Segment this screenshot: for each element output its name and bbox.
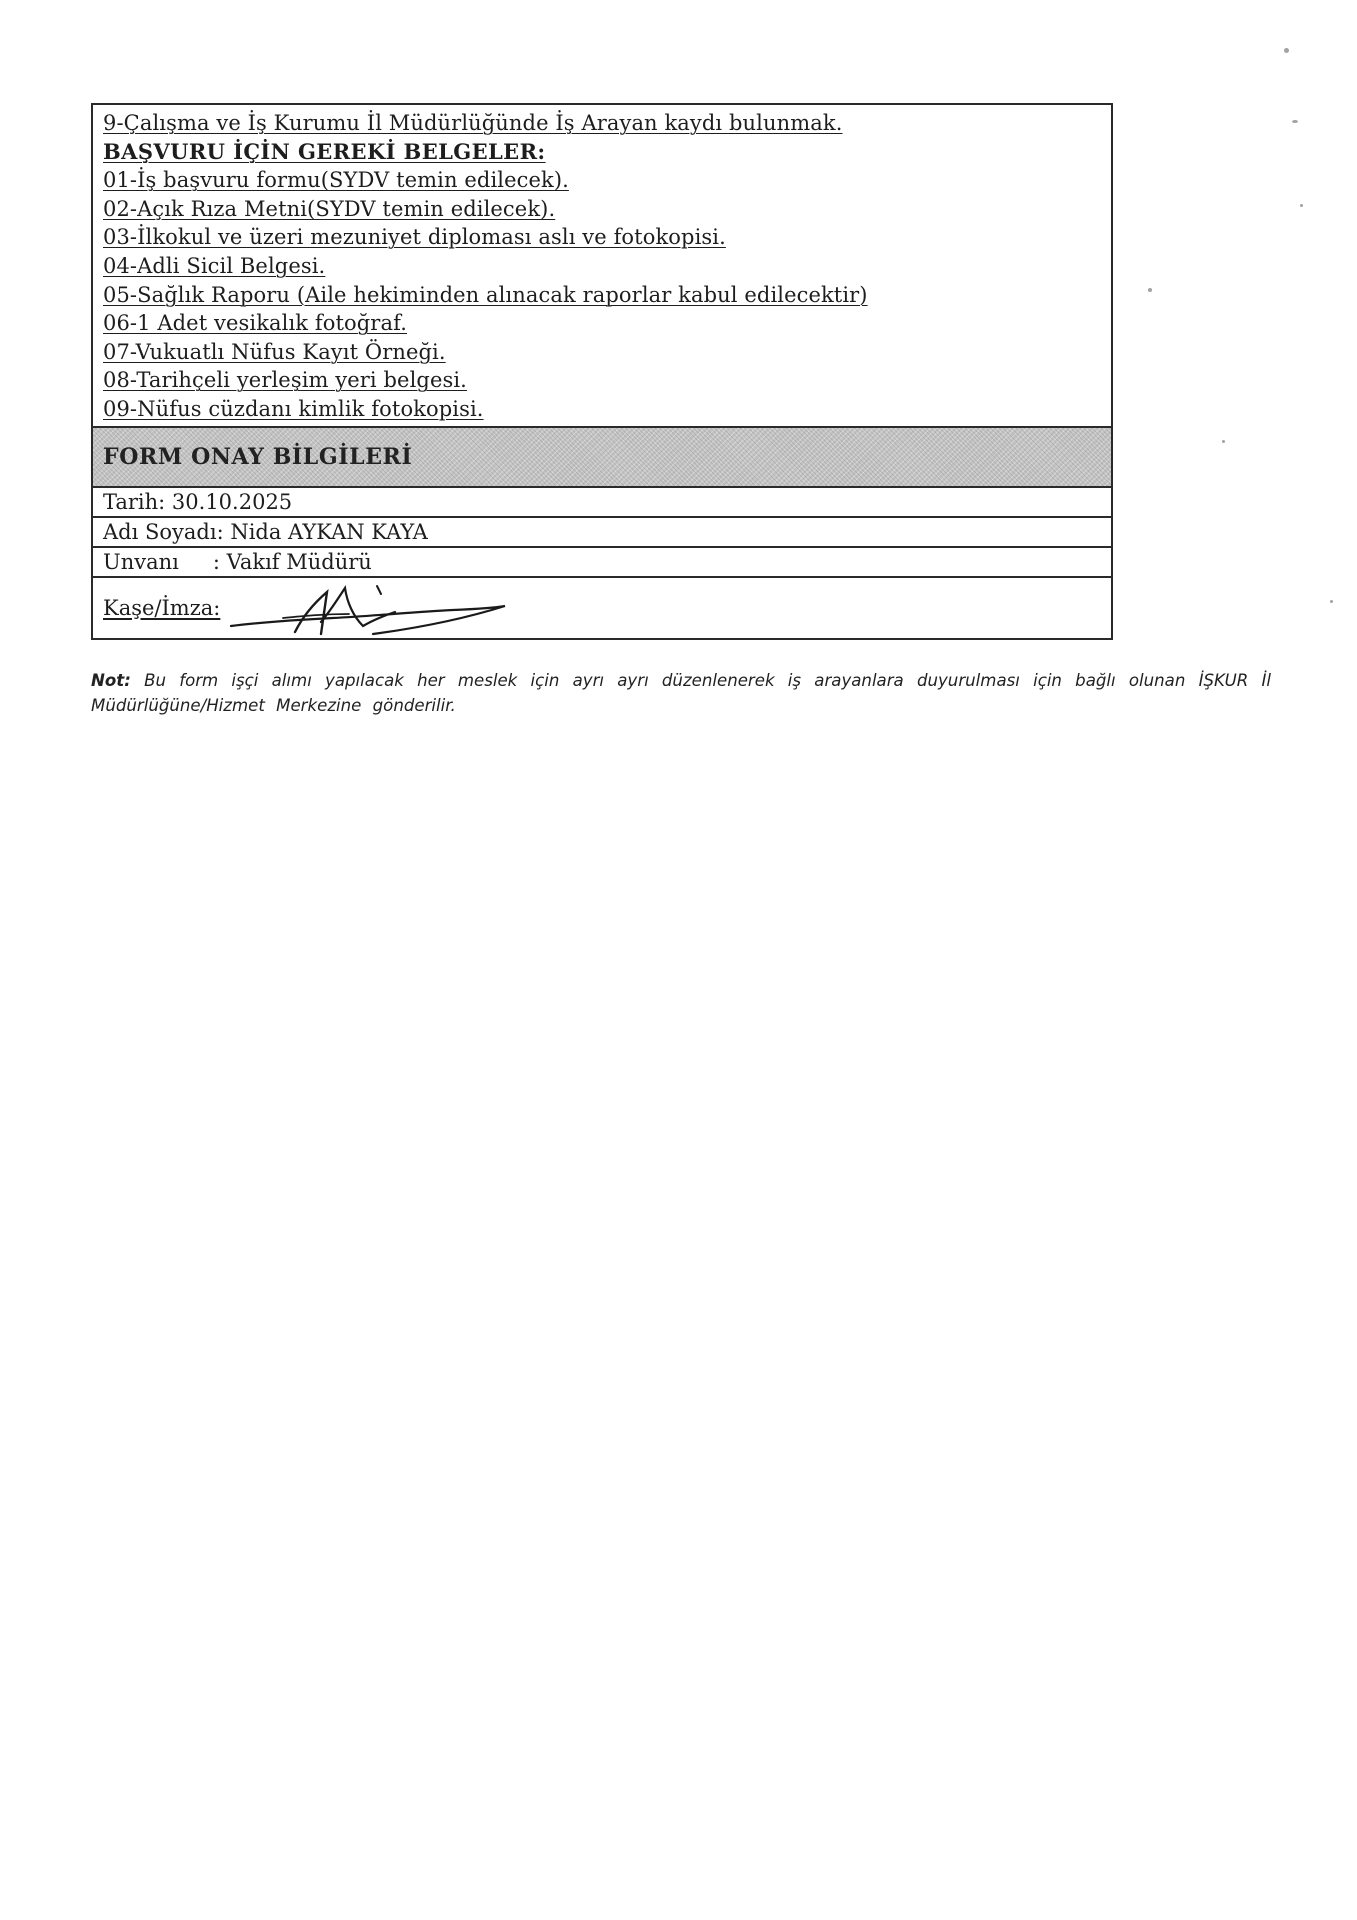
document-item: 09-Nüfus cüzdanı kimlik fotokopisi.: [103, 396, 484, 421]
approval-date: Tarih: 30.10.2025: [103, 489, 293, 514]
stamp-signature-label: Kaşe/İmza:: [103, 595, 221, 620]
approval-name-row: [93, 518, 1111, 548]
document-item: 06-1 Adet vesikalık fotoğraf.: [103, 311, 407, 336]
note-text: Bu form işçi alımı yapılacak her meslek için ayrı ayrı düzenlenerek iş arayanlara duyurulması için bağlı olunan İŞKUR İl Müdürlüğüne/Hizmet Merkezine gönderilir.: [91, 671, 1271, 715]
document-item: 02-Açık Rıza Metni(SYDV temin edilecek).: [103, 196, 556, 221]
note-label: Not:: [91, 671, 131, 690]
handwritten-signature: [223, 582, 543, 638]
approver-title-value: : Vakıf Müdürü: [212, 549, 372, 574]
scan-speck: [1292, 120, 1298, 123]
document-item: 05-Sağlık Raporu (Aile hekiminden alınacak raporlar kabul edilecektir): [103, 282, 868, 307]
approver-title-label: Unvanı: [103, 549, 179, 574]
document-item: 03-İlkokul ve üzeri mezuniyet diploması aslı ve fotokopisi.: [103, 225, 726, 250]
approval-date-row: [93, 488, 1111, 518]
stamp-signature-row: [93, 578, 1111, 638]
approval-title-row: [93, 548, 1111, 578]
scan-speck: [1222, 440, 1225, 443]
document-item: 04-Adli Sicil Belgesi.: [103, 253, 326, 278]
document-item: 07-Vukuatlı Nüfus Kayıt Örneği.: [103, 339, 446, 364]
requirement-line: 9-Çalışma ve İş Kurumu İl Müdürlüğünde İş Arayan kaydı bulunmak.: [103, 111, 843, 135]
scan-speck: [1148, 288, 1152, 292]
document-item: 01-İş başvuru formu(SYDV temin edilecek).: [103, 168, 569, 193]
job-posting-form-table: [91, 103, 1113, 640]
requirements-block: [93, 105, 1111, 428]
scan-speck: [1284, 48, 1289, 53]
footer-note: [91, 668, 1271, 718]
approval-section-header: [93, 428, 1111, 488]
approver-name: Adı Soyadı: Nida AYKAN KAYA: [103, 519, 428, 544]
approval-section-title: FORM ONAY BİLGİLERİ: [103, 443, 413, 470]
documents-heading: BAŞVURU İÇİN GEREKİ BELGELER:: [103, 138, 546, 164]
scan-speck: [1330, 600, 1333, 603]
document-item: 08-Tarihçeli yerleşim yeri belgesi.: [103, 368, 467, 393]
scan-speck: [1300, 204, 1303, 207]
